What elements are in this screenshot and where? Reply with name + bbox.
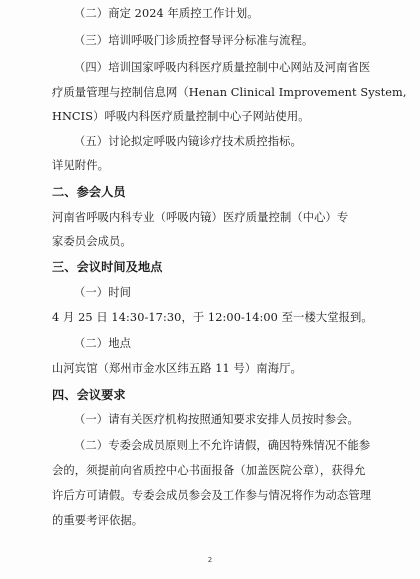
section-heading: 四、会议要求 <box>52 388 126 402</box>
text-line: 详见附件。 <box>52 159 109 172</box>
text-line: （三）培训呼吸门诊质控督导评分标准与流程。 <box>74 34 314 47</box>
text-line: 4 月 25 日 14:30-17:30，于 12:00-14:00 至一楼大堂报到。 <box>52 311 373 324</box>
text-line: 家委员会成员。 <box>52 235 132 248</box>
text-line: （一）请有关医疗机构按照通知要求安排人员按时参会。 <box>74 413 359 426</box>
text-line: （五）讨论拟定呼吸内镜诊疗技术质控指标。 <box>74 135 302 148</box>
text-line: 疗质量管理与控制信息网（Henan Clinical Improvement System, <box>52 86 407 99</box>
text-line: 会的，须提前向省质控中心书面报备（加盖医院公章），获得允 <box>52 464 366 477</box>
text-line: HNCIS）呼吸内科医疗质量控制中心子网站使用。 <box>52 110 310 123</box>
text-line: 山河宾馆（郑州市金水区纬五路 11 号）南海厅。 <box>52 362 302 375</box>
text-line: 的重要考评依据。 <box>52 514 144 527</box>
text-line: （二）商定 2024 年质控工作计划。 <box>74 7 259 20</box>
section-heading: 三、会议时间及地点 <box>52 260 163 274</box>
text-line: （二）专委会成员原则上不允许请假，确因特殊情况不能参 <box>74 439 371 452</box>
section-heading: 二、参会人员 <box>52 185 126 199</box>
text-line: 河南省呼吸内科专业（呼吸内镜）医疗质量控制（中心）专 <box>52 211 349 224</box>
text-line: 许后方可请假。专委会成员参会及工作参与情况将作为动态管理 <box>52 489 372 502</box>
text-line: （四）培训国家呼吸内科医疗质量控制中心网站及河南省医 <box>74 61 371 74</box>
page-number: 2 <box>207 556 213 564</box>
text-line: （一）时间 <box>74 286 131 299</box>
text-line: （二）地点 <box>74 337 131 350</box>
